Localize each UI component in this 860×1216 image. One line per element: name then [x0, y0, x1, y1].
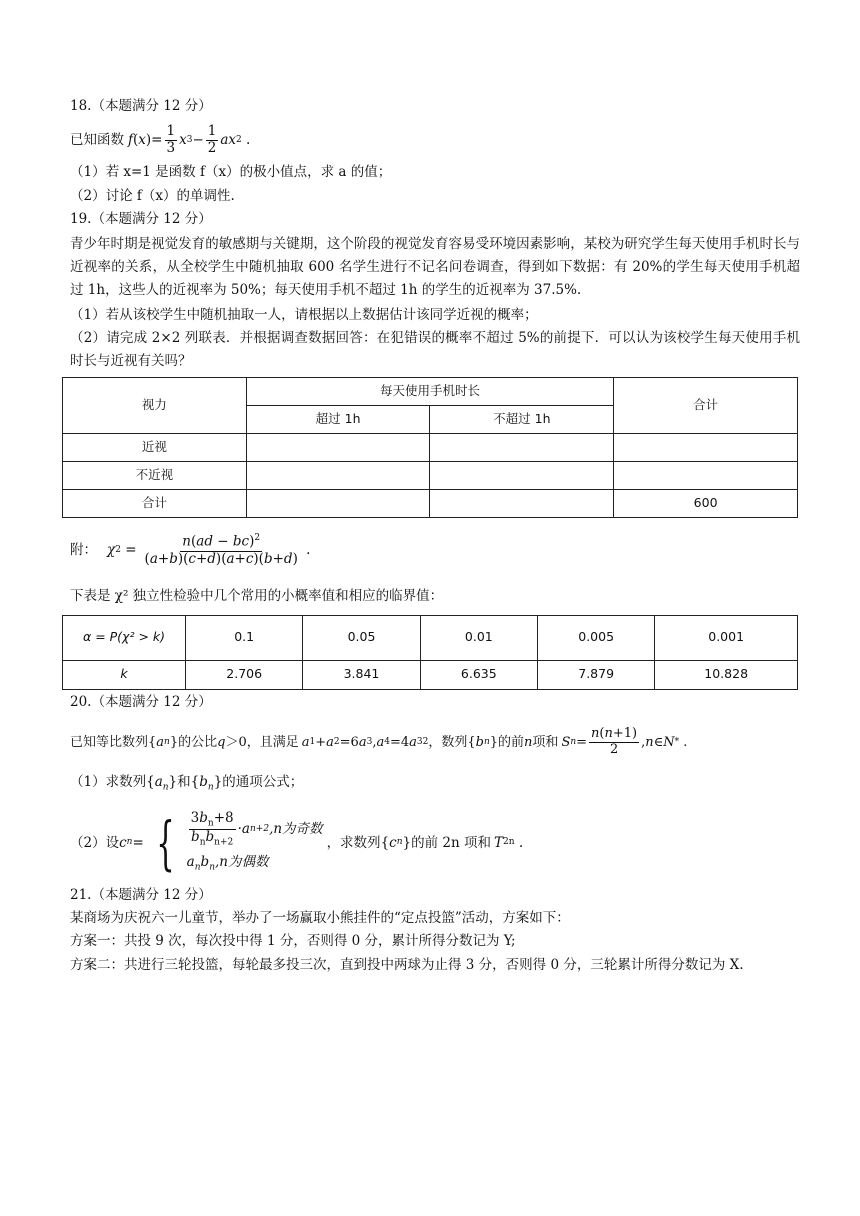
q21-plan1: 方案一：共投 9 次，每次投中得 1 分，否则得 0 分，累计所得分数记为 Y;	[70, 933, 516, 950]
alpha-value: 0.005	[537, 615, 654, 660]
critical-value-table	[62, 615, 798, 690]
k-value: 6.635	[420, 660, 537, 689]
row-label-myopia: 近视	[63, 434, 247, 462]
alpha-value: 0.001	[655, 615, 798, 660]
table-row	[63, 490, 798, 518]
header-total: 合计	[614, 378, 798, 434]
table-cell	[246, 434, 430, 462]
table-cell	[614, 462, 798, 490]
contingency-table	[62, 377, 798, 518]
header-over-1h: 超过 1h	[246, 406, 430, 434]
table-cell	[614, 434, 798, 462]
document-page	[70, 96, 800, 977]
table-row	[63, 462, 798, 490]
header-vision: 视力	[63, 378, 247, 434]
appendix-label: 附：	[70, 542, 97, 559]
case-even: n为偶数	[219, 853, 269, 870]
alpha-value: 0.1	[186, 615, 303, 660]
table-cell	[430, 490, 614, 518]
q20-part2-suffix: ，求数列	[326, 834, 381, 851]
table-cell	[246, 490, 430, 518]
q18-part2: （2）讨论 f（x）的单调性.	[70, 187, 235, 204]
q20-title: 20.（本题满分 12 分）	[70, 693, 212, 710]
critical-value-note: 下表是 χ² 独立性检验中几个常用的小概率值和相应的临界值：	[70, 588, 444, 605]
table-row	[63, 660, 798, 689]
q20-part2-end: 的前 2n 项和	[411, 834, 491, 851]
k-label: k	[63, 660, 186, 689]
k-value: 3.841	[303, 660, 420, 689]
table-cell	[246, 462, 430, 490]
piecewise-definition: { $\frac{3b_n+8}{b_nb_{n+2}}$ · a n+2 , n为奇数 $a_nb_n,n$为偶数	[155, 808, 323, 877]
q19-paragraph: 青少年时期是视觉发育的敏感期与关键期，这个阶段的视觉发育容易受环境因素影响，某校为研究学生每天使用手机时长与近视率的关系，从全校学生中随机抽取 600 名学生进行不记名问卷调查，得到如下数据：有 20%的学生每天使用手机超过 1h，这些人的近视率为 50%；每天使用手机不超过 1h 的学生的近视率为 37.5%.	[70, 236, 800, 298]
q20-stem: 已知等比数列{ a n }的公比 q ＞0，且满足 a 1 + a 2 =6 a 3 , a 4 =4 a 3 2 ，数列{ b n }的前 n 项和 S n = $\frac{n(n+1)}{2}$ , n ∈ N * .	[70, 726, 688, 758]
q20-part1-suffix: 的通项公式；	[222, 773, 304, 790]
q18-function-formula: f ( x )= $\frac{1}{3}$ x 3 − $\frac{1}{2}$ ax 2 .	[128, 123, 251, 156]
q19-part1: （1）若从该校学生中随机抽取一人，请根据以上数据估计该同学近视的概率；	[70, 307, 538, 323]
q18-part1: （1）若 x=1 是函数 f（x）的极小值点，求 a 的值；	[70, 164, 392, 181]
q21-title: 21.（本题满分 12 分）	[70, 886, 212, 903]
row-label-total: 合计	[63, 490, 247, 518]
table-row	[63, 615, 798, 660]
table-cell	[430, 434, 614, 462]
q19-title: 19.（本题满分 12 分）	[70, 210, 212, 227]
q18-stem	[70, 120, 800, 160]
k-value: 2.706	[186, 660, 303, 689]
k-value: 10.828	[655, 660, 798, 689]
q21-plan2: 方案二：共进行三轮投篮，每轮最多投三次，直到投中两球为止得 3 分，否则得 0 分，三轮累计所得分数记为 X.	[70, 956, 744, 973]
grand-total-cell: 600	[614, 490, 798, 518]
chi-square-formula-line	[70, 526, 800, 574]
header-not-over-1h: 不超过 1h	[430, 406, 614, 434]
q21-intro: 某商场为庆祝六一儿童节，举办了一场赢取小熊挂件的“定点投篮”活动，方案如下：	[70, 910, 570, 927]
alpha-value: 0.01	[420, 615, 537, 660]
q18-title: 18.（本题满分 12 分）	[70, 98, 212, 114]
chi-square-formula: χ 2 = $\frac{n(ad - bc)^2}{(a+b)(c+d)(a+c)(b+d)}$ .	[107, 533, 311, 567]
q18-stem-prefix: 已知函数	[70, 132, 124, 149]
table-row	[63, 434, 798, 462]
q20-part2: （2）设 c n = { $\frac{3b_n+8}{b_nb_{n+2}}$ · a n+2 , n为奇数 $a_nb_n,n$为偶数 ，求数列 { c n } 的前 2n 项和 T 2n .	[70, 808, 524, 877]
q20-part1: （1）求数列$\{a_n\}$和$\{b_n\}$的通项公式；	[70, 773, 304, 793]
header-phone-time: 每天使用手机时长	[246, 378, 613, 406]
table-cell	[430, 462, 614, 490]
alpha-label: α = P(χ² > k)	[63, 615, 186, 660]
row-label-no-myopia: 不近视	[63, 462, 247, 490]
q20-part1-mid: 和	[177, 773, 191, 790]
q20-part2-prefix: （2）设	[70, 834, 120, 851]
q19-part2: （2）请完成 2×2 列联表．并根据调查数据回答：在犯错误的概率不超过 5%的前提下．可以认为该校学生每天使用手机时长与近视有关吗？	[70, 330, 800, 370]
q20-part1-prefix: （1）求数列	[70, 773, 147, 790]
alpha-value: 0.05	[303, 615, 420, 660]
case-odd: n为奇数	[273, 821, 323, 838]
k-value: 7.879	[537, 660, 654, 689]
